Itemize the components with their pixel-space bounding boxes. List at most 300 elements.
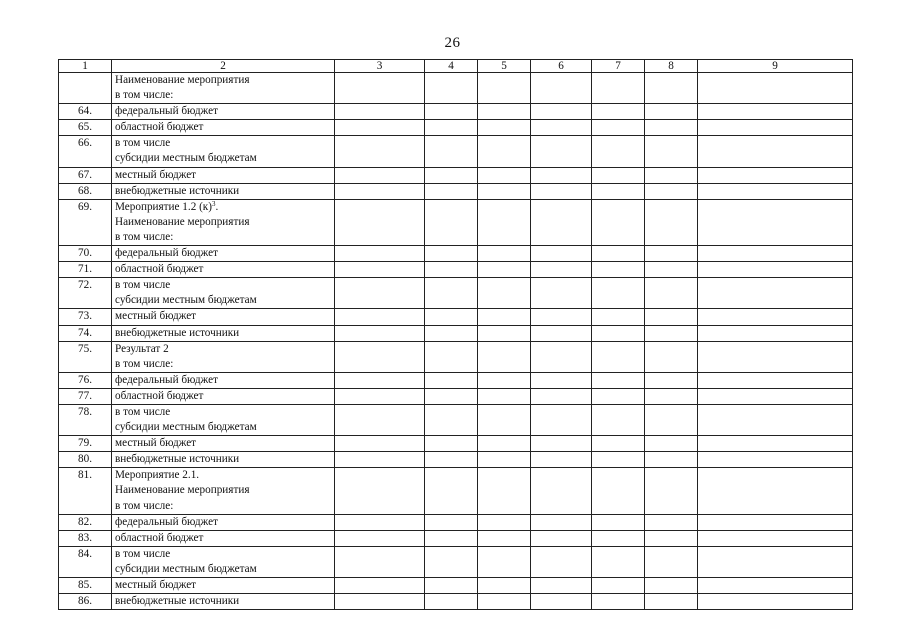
empty-cell-col-4 [425, 120, 478, 136]
description-text: Наименование мероприятия [115, 215, 250, 228]
row-number: 84. [59, 546, 112, 577]
description-text: субсидии местным бюджетам [115, 294, 257, 307]
footnote-marker: 3 [211, 199, 216, 208]
empty-cell-col-3 [335, 436, 425, 452]
empty-cell-col-8 [645, 388, 698, 404]
empty-cell-col-9 [698, 73, 853, 104]
table-row [59, 246, 853, 262]
empty-cell-col-6 [531, 167, 592, 183]
description-line [115, 309, 331, 324]
empty-cell-col-9 [698, 246, 853, 262]
empty-cell-col-7 [592, 73, 645, 104]
empty-cell-col-6 [531, 325, 592, 341]
empty-cell-col-3 [335, 278, 425, 309]
table-body [59, 60, 853, 610]
description-line [115, 594, 331, 609]
empty-cell-col-7 [592, 120, 645, 136]
empty-cell-col-7 [592, 183, 645, 199]
row-description [112, 452, 335, 468]
row-description [112, 104, 335, 120]
empty-cell-col-9 [698, 309, 853, 325]
empty-cell-col-3 [335, 136, 425, 167]
description-text: в том числе [115, 547, 171, 560]
description-text: внебюджетные источники [115, 595, 240, 608]
empty-cell-col-4 [425, 594, 478, 610]
empty-cell-col-7 [592, 514, 645, 530]
description-line [115, 389, 331, 404]
empty-cell-col-6 [531, 436, 592, 452]
empty-cell-col-5 [478, 372, 531, 388]
row-description [112, 278, 335, 309]
empty-cell-col-9 [698, 120, 853, 136]
empty-cell-col-9 [698, 136, 853, 167]
description-line [115, 293, 331, 308]
empty-cell-col-5 [478, 262, 531, 278]
description-line [115, 436, 331, 451]
empty-cell-col-9 [698, 514, 853, 530]
empty-cell-col-7 [592, 199, 645, 245]
empty-cell-col-9 [698, 404, 853, 435]
empty-cell-col-8 [645, 546, 698, 577]
description-line [115, 483, 331, 498]
empty-cell-col-5 [478, 183, 531, 199]
empty-cell-col-9 [698, 325, 853, 341]
row-number: 69. [59, 199, 112, 245]
empty-cell-col-7 [592, 246, 645, 262]
empty-cell-col-8 [645, 404, 698, 435]
empty-cell-col-6 [531, 530, 592, 546]
description-line [115, 168, 331, 183]
row-description [112, 468, 335, 514]
row-number: 80. [59, 452, 112, 468]
empty-cell-col-6 [531, 452, 592, 468]
empty-cell-col-5 [478, 404, 531, 435]
description-text: в том числе [115, 279, 171, 292]
description-text: внебюджетные источники [115, 326, 240, 339]
table-row [59, 278, 853, 309]
empty-cell-col-4 [425, 278, 478, 309]
table-row [59, 167, 853, 183]
empty-cell-col-9 [698, 452, 853, 468]
empty-cell-col-4 [425, 199, 478, 245]
empty-cell-col-8 [645, 278, 698, 309]
table-row [59, 199, 853, 245]
row-number: 82. [59, 514, 112, 530]
empty-cell-col-7 [592, 262, 645, 278]
description-line [115, 151, 331, 166]
description-line [115, 104, 331, 119]
description-text: в том числе [115, 405, 171, 418]
description-line [115, 499, 331, 514]
empty-cell-col-7 [592, 594, 645, 610]
empty-cell-col-7 [592, 388, 645, 404]
description-text: в том числе: [115, 357, 174, 370]
empty-cell-col-5 [478, 73, 531, 104]
description-line [115, 515, 331, 530]
row-number: 85. [59, 578, 112, 594]
empty-cell-col-7 [592, 136, 645, 167]
row-description [112, 578, 335, 594]
empty-cell-col-4 [425, 167, 478, 183]
row-number: 81. [59, 468, 112, 514]
empty-cell-col-8 [645, 372, 698, 388]
empty-cell-col-8 [645, 452, 698, 468]
empty-cell-col-4 [425, 452, 478, 468]
row-number: 65. [59, 120, 112, 136]
empty-cell-col-6 [531, 73, 592, 104]
table-row [59, 183, 853, 199]
empty-cell-col-7 [592, 372, 645, 388]
empty-cell-col-3 [335, 452, 425, 468]
page-number: 26 [444, 35, 461, 51]
description-text: в том числе: [115, 499, 174, 512]
row-description [112, 262, 335, 278]
empty-cell-col-8 [645, 136, 698, 167]
row-description [112, 246, 335, 262]
table-row [59, 546, 853, 577]
description-text: федеральный бюджет [115, 515, 218, 528]
empty-cell-col-5 [478, 136, 531, 167]
empty-cell-col-7 [592, 404, 645, 435]
empty-cell-col-8 [645, 530, 698, 546]
empty-cell-col-3 [335, 73, 425, 104]
empty-cell-col-7 [592, 167, 645, 183]
empty-cell-col-9 [698, 167, 853, 183]
table-row [59, 136, 853, 167]
row-description [112, 183, 335, 199]
empty-cell-col-3 [335, 514, 425, 530]
table-row [59, 452, 853, 468]
row-description [112, 120, 335, 136]
empty-cell-col-7 [592, 104, 645, 120]
empty-cell-col-4 [425, 436, 478, 452]
empty-cell-col-4 [425, 136, 478, 167]
empty-cell-col-6 [531, 341, 592, 372]
empty-cell-col-6 [531, 578, 592, 594]
empty-cell-col-6 [531, 468, 592, 514]
empty-cell-col-5 [478, 388, 531, 404]
description-text: федеральный бюджет [115, 105, 218, 118]
empty-cell-col-5 [478, 468, 531, 514]
description-line [115, 120, 331, 135]
description-line [115, 405, 331, 420]
empty-cell-col-8 [645, 341, 698, 372]
empty-cell-col-7 [592, 325, 645, 341]
description-text: субсидии местным бюджетам [115, 562, 257, 575]
empty-cell-col-7 [592, 546, 645, 577]
empty-cell-col-3 [335, 546, 425, 577]
empty-cell-col-3 [335, 183, 425, 199]
description-line [115, 262, 331, 277]
empty-cell-col-3 [335, 578, 425, 594]
table-row [59, 530, 853, 546]
empty-cell-col-6 [531, 262, 592, 278]
empty-cell-col-5 [478, 436, 531, 452]
empty-cell-col-3 [335, 199, 425, 245]
empty-cell-col-3 [335, 325, 425, 341]
row-number: 66. [59, 136, 112, 167]
empty-cell-col-7 [592, 530, 645, 546]
empty-cell-col-8 [645, 468, 698, 514]
empty-cell-col-6 [531, 546, 592, 577]
description-line [115, 73, 331, 88]
description-text: федеральный бюджет [115, 247, 218, 260]
empty-cell-col-3 [335, 388, 425, 404]
empty-cell-col-4 [425, 404, 478, 435]
empty-cell-col-5 [478, 167, 531, 183]
empty-cell-col-4 [425, 104, 478, 120]
description-line [115, 357, 331, 372]
column-header-9: 9 [698, 60, 853, 73]
empty-cell-col-4 [425, 546, 478, 577]
row-number: 68. [59, 183, 112, 199]
empty-cell-col-9 [698, 546, 853, 577]
row-number: 79. [59, 436, 112, 452]
empty-cell-col-4 [425, 262, 478, 278]
row-description [112, 325, 335, 341]
row-description [112, 167, 335, 183]
description-line [115, 420, 331, 435]
empty-cell-col-5 [478, 199, 531, 245]
description-text: субсидии местным бюджетам [115, 421, 257, 434]
empty-cell-col-3 [335, 372, 425, 388]
table-row [59, 309, 853, 325]
empty-cell-col-5 [478, 325, 531, 341]
empty-cell-col-5 [478, 530, 531, 546]
empty-cell-col-3 [335, 262, 425, 278]
description-text: областной бюджет [115, 263, 204, 276]
empty-cell-col-6 [531, 120, 592, 136]
header-row [59, 60, 853, 73]
column-header-8: 8 [645, 60, 698, 73]
description-line [115, 373, 331, 388]
empty-cell-col-5 [478, 594, 531, 610]
empty-cell-col-3 [335, 309, 425, 325]
description-line [115, 562, 331, 577]
empty-cell-col-4 [425, 578, 478, 594]
table-row [59, 514, 853, 530]
budget-table [58, 59, 853, 610]
empty-cell-col-8 [645, 578, 698, 594]
description-text: Мероприятие 2.1. [115, 469, 200, 482]
empty-cell-col-8 [645, 309, 698, 325]
empty-cell-col-4 [425, 309, 478, 325]
column-header-2: 2 [112, 60, 335, 73]
row-description [112, 530, 335, 546]
row-number: 86. [59, 594, 112, 610]
empty-cell-col-3 [335, 120, 425, 136]
description-line [115, 88, 331, 103]
row-description [112, 341, 335, 372]
empty-cell-col-9 [698, 262, 853, 278]
row-description [112, 594, 335, 610]
description-line [115, 278, 331, 293]
description-text: местный бюджет [115, 310, 197, 323]
empty-cell-col-4 [425, 325, 478, 341]
empty-cell-col-4 [425, 388, 478, 404]
table-row [59, 404, 853, 435]
table-row [59, 73, 853, 104]
row-number: 72. [59, 278, 112, 309]
column-header-3: 3 [335, 60, 425, 73]
row-number: 73. [59, 309, 112, 325]
description-line [115, 230, 331, 245]
empty-cell-col-8 [645, 594, 698, 610]
empty-cell-col-7 [592, 341, 645, 372]
empty-cell-col-3 [335, 167, 425, 183]
column-header-1: 1 [59, 60, 112, 73]
empty-cell-col-8 [645, 436, 698, 452]
row-number: 83. [59, 530, 112, 546]
description-text: местный бюджет [115, 579, 197, 591]
empty-cell-col-8 [645, 199, 698, 245]
description-text: местный бюджет [115, 437, 197, 450]
empty-cell-col-6 [531, 278, 592, 309]
row-number: 64. [59, 104, 112, 120]
row-number: 67. [59, 167, 112, 183]
description-text: федеральный бюджет [115, 373, 218, 386]
empty-cell-col-5 [478, 309, 531, 325]
empty-cell-col-7 [592, 309, 645, 325]
footnote-suffix: . [215, 200, 219, 213]
description-text: областной бюджет [115, 531, 204, 544]
empty-cell-col-9 [698, 578, 853, 594]
empty-cell-col-8 [645, 120, 698, 136]
description-text: внебюджетные источники [115, 453, 240, 466]
table-row [59, 120, 853, 136]
empty-cell-col-3 [335, 341, 425, 372]
row-number: 70. [59, 246, 112, 262]
description-text: Наименование мероприятия [115, 74, 250, 86]
empty-cell-col-3 [335, 468, 425, 514]
description-line [115, 452, 331, 467]
empty-cell-col-3 [335, 594, 425, 610]
row-description [112, 309, 335, 325]
row-number: 75. [59, 341, 112, 372]
empty-cell-col-5 [478, 341, 531, 372]
empty-cell-col-9 [698, 199, 853, 245]
empty-cell-col-6 [531, 372, 592, 388]
column-header-4: 4 [425, 60, 478, 73]
empty-cell-col-4 [425, 183, 478, 199]
empty-cell-col-6 [531, 104, 592, 120]
description-line [115, 215, 331, 230]
empty-cell-col-6 [531, 388, 592, 404]
row-description [112, 546, 335, 577]
empty-cell-col-9 [698, 341, 853, 372]
empty-cell-col-6 [531, 136, 592, 167]
empty-cell-col-4 [425, 468, 478, 514]
table-row [59, 104, 853, 120]
description-text: Наименование мероприятия [115, 484, 250, 497]
empty-cell-col-9 [698, 372, 853, 388]
empty-cell-col-5 [478, 278, 531, 309]
empty-cell-col-5 [478, 246, 531, 262]
table-row [59, 341, 853, 372]
empty-cell-col-3 [335, 246, 425, 262]
column-header-7: 7 [592, 60, 645, 73]
empty-cell-col-6 [531, 309, 592, 325]
row-description [112, 136, 335, 167]
row-number: 78. [59, 404, 112, 435]
empty-cell-col-4 [425, 341, 478, 372]
empty-cell-col-6 [531, 183, 592, 199]
empty-cell-col-6 [531, 246, 592, 262]
description-line [115, 547, 331, 562]
description-text: областной бюджет [115, 121, 204, 134]
description-text: местный бюджет [115, 168, 197, 181]
empty-cell-col-7 [592, 578, 645, 594]
row-description [112, 73, 335, 104]
table-row [59, 372, 853, 388]
description-text: Мероприятие 1.2 (к) [115, 200, 212, 213]
empty-cell-col-9 [698, 594, 853, 610]
empty-cell-col-6 [531, 199, 592, 245]
empty-cell-col-4 [425, 73, 478, 104]
empty-cell-col-6 [531, 404, 592, 435]
description-line [115, 342, 331, 357]
empty-cell-col-7 [592, 468, 645, 514]
empty-cell-col-8 [645, 167, 698, 183]
empty-cell-col-5 [478, 578, 531, 594]
table-row [59, 262, 853, 278]
empty-cell-col-4 [425, 530, 478, 546]
table-row [59, 388, 853, 404]
description-text: в том числе: [115, 230, 174, 243]
row-description [112, 404, 335, 435]
description-text: субсидии местным бюджетам [115, 152, 257, 165]
row-number: 74. [59, 325, 112, 341]
empty-cell-col-7 [592, 452, 645, 468]
empty-cell-col-8 [645, 262, 698, 278]
empty-cell-col-3 [335, 104, 425, 120]
description-line [115, 136, 331, 151]
table-row [59, 325, 853, 341]
description-text: в том числе: [115, 89, 174, 102]
description-line [115, 468, 331, 483]
empty-cell-col-4 [425, 372, 478, 388]
empty-cell-col-9 [698, 183, 853, 199]
row-description [112, 388, 335, 404]
description-text: внебюджетные источники [115, 184, 240, 197]
column-header-6: 6 [531, 60, 592, 73]
row-number: 76. [59, 372, 112, 388]
description-text: Результат 2 [115, 342, 169, 355]
row-description [112, 372, 335, 388]
empty-cell-col-5 [478, 546, 531, 577]
empty-cell-col-9 [698, 530, 853, 546]
description-line [115, 326, 331, 341]
empty-cell-col-4 [425, 514, 478, 530]
empty-cell-col-7 [592, 278, 645, 309]
column-header-5: 5 [478, 60, 531, 73]
row-description [112, 199, 335, 245]
row-description [112, 514, 335, 530]
row-number: 77. [59, 388, 112, 404]
empty-cell-col-8 [645, 73, 698, 104]
row-description [112, 436, 335, 452]
description-text: областной бюджет [115, 389, 204, 402]
empty-cell-col-5 [478, 514, 531, 530]
empty-cell-col-9 [698, 278, 853, 309]
empty-cell-col-9 [698, 388, 853, 404]
description-text: в том числе [115, 137, 171, 150]
empty-cell-col-5 [478, 120, 531, 136]
empty-cell-col-9 [698, 436, 853, 452]
empty-cell-col-5 [478, 104, 531, 120]
empty-cell-col-6 [531, 514, 592, 530]
table-row [59, 578, 853, 594]
